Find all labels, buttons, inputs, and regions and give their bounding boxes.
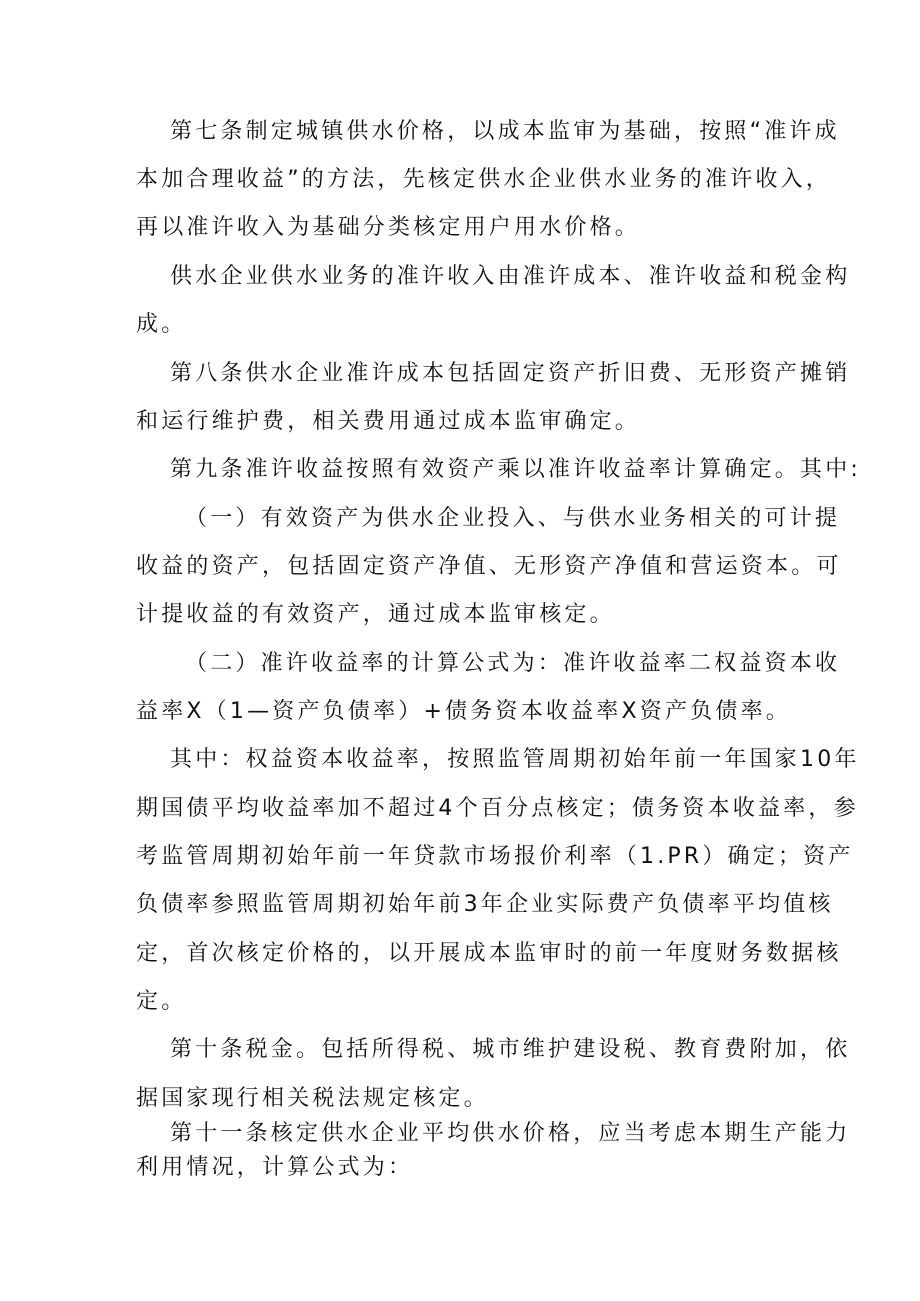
article-10-line-2: 据国家现行相关税法规定核定。: [136, 1086, 489, 1111]
note-line-5: 定，首次核定价格的，以开展成本监审时的前一年度财务数据核: [136, 941, 842, 966]
note-line-2: 期国债平均收益率加不超过4个百分点核定；债务资本收益率，参: [136, 796, 859, 821]
item-2-line-1: （二）准许收益率的计算公式为：准许收益率二权益资本收: [185, 651, 841, 676]
article-7-line-3: 再以准许收入为基础分类核定用户用水价格。: [136, 215, 641, 240]
note-line-1: 其中：权益资本收益率，按照监管周期初始年前一年国家10年: [170, 747, 860, 772]
item-2-line-2: 益率X（1—资产负债率）+债务资本收益率X资产负债率。: [136, 699, 791, 724]
revenue-para-line-2: 成。: [136, 312, 187, 337]
article-9-line-1: 第九条准许收益按照有效资产乘以准许收益率计算确定。其中:: [170, 457, 862, 482]
article-11-line-2: 利用情况，计算公式为：: [136, 1155, 414, 1180]
item-1-line-1: （一）有效资产为供水企业投入、与供水业务相关的可计提: [185, 506, 841, 531]
article-8-line-2: 和运行维护费，相关费用通过成本监审确定。: [136, 409, 641, 434]
note-line-6: 定。: [136, 989, 187, 1014]
item-1-line-2: 收益的资产，包括固定资产净值、无形资产净值和营运资本。可: [136, 554, 842, 579]
revenue-para-line-1: 供水企业供水业务的准许收入由准许成本、准许收益和税金构: [170, 264, 851, 289]
note-line-4: 负债率参照监管周期初始年前3年企业实际费产负债率平均值核: [136, 892, 834, 917]
article-10-line-1: 第十条税金。包括所得税、城市维护建设税、教育费附加，依: [170, 1037, 851, 1062]
article-8-line-1: 第八条供水企业准许成本包括固定资产折旧费、无形资产摊销: [170, 361, 851, 386]
article-11-line-1: 第十一条核定供水企业平均供水价格，应当考虑本期生产能力: [170, 1121, 851, 1146]
item-1-line-3: 计提收益的有效资产，通过成本监审核定。: [136, 602, 615, 627]
article-7-line-1: 第七条制定城镇供水价格，以成本监审为基础，按照“准许成: [170, 119, 840, 144]
note-line-3: 考监管周期初始年前一年贷款市场报价利率（1.PR）确定；资产: [136, 844, 854, 869]
article-7-line-2: 本加合理收益”的方法，先核定供水企业供水业务的准许收入，: [136, 167, 831, 192]
